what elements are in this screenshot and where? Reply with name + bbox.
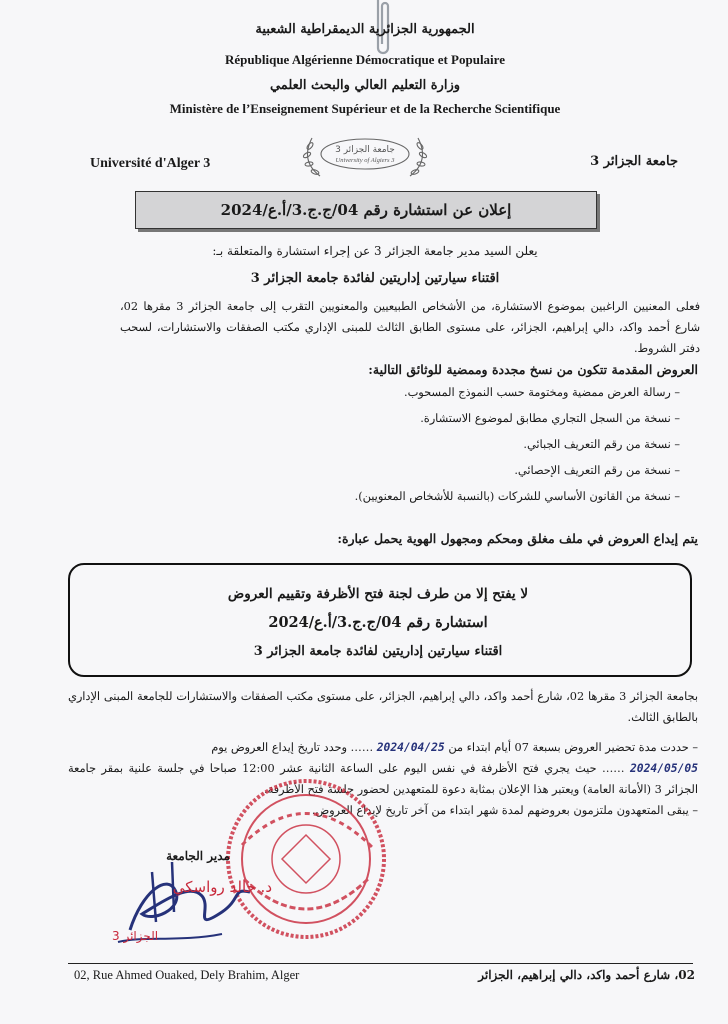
handwritten-signature bbox=[72, 852, 312, 952]
logo-text-ar: جامعة الجزائر 3 bbox=[335, 145, 395, 155]
condition-1-part-2: وحدد تاريخ إيداع العروض يوم bbox=[211, 741, 347, 754]
footer-address-ar: 02، شارع أحمد واكد، دالي إبراهيم، الجزائر bbox=[478, 968, 695, 982]
republic-ar: الجمهورية الجزائرية الديمقراطية الشعبية bbox=[255, 22, 475, 37]
handwritten-start-date: 2024/04/25 bbox=[376, 741, 445, 754]
condition-1-part-1: حددت مدة تحضير العروض بسبعة 07 أيام ابتداء من bbox=[448, 741, 689, 754]
list-item: – نسخة من رقم التعريف الجبائي. bbox=[160, 432, 680, 458]
handwritten-deposit-date: 2024/05/05 bbox=[629, 762, 698, 775]
signature-title: مدير الجامعة bbox=[166, 849, 230, 863]
condition-3: – يبقى المتعهدون ملتزمون بعروضهم لمدة شهر ابتداء من آخر تاريخ لإيداع العروض. bbox=[311, 804, 698, 817]
documents-heading: العروض المقدمة تتكون من نسخ مجددة وممضية للوثائق التالية: bbox=[368, 362, 698, 377]
university-name-ar: جامعة الجزائر 3 bbox=[590, 154, 678, 169]
condition-1: – حددت مدة تحضير العروض بسبعة 07 أيام ابتداء من 2024/04/25 …… وحدد تاريخ إيداع العروض يوم bbox=[211, 741, 698, 754]
signatory-name: د. خالد رواسكي bbox=[172, 878, 272, 896]
signatory-unit: الجزائر 3 bbox=[112, 929, 159, 943]
subject-text: اقتناء سيارتين إداريتين لفائدة جامعة الجزائر 3 bbox=[250, 271, 500, 286]
footer-divider bbox=[68, 963, 693, 964]
logo-text-en: University of Algiers 3 bbox=[335, 157, 395, 164]
ministry-ar: وزارة التعليم العالي والبحث العلمي bbox=[269, 78, 461, 93]
ministry-fr: Ministère de l’Enseignement Supérieur et de la Recherche Scientifique bbox=[169, 101, 561, 116]
intro-text: يعلن السيد مدير جامعة الجزائر 3 عن إجراء استشارة والمتعلقة بـ: bbox=[212, 244, 538, 258]
box-line-3: اقتناء سيارتين إداريتين لفائدة جامعة الجزائر 3 bbox=[253, 644, 503, 659]
footer-address-fr: 02, Rue Ahmed Ouaked, Dely Brahim, Alger bbox=[74, 968, 300, 982]
condition-3-text: يبقى المتعهدون ملتزمون بعروضهم لمدة شهر ابتداء من آخر تاريخ لإيداع العروض. bbox=[311, 804, 689, 817]
university-name-fr: Université d'Alger 3 bbox=[90, 156, 211, 171]
list-item: – نسخة من رقم التعريف الإحصائي. bbox=[160, 458, 680, 484]
paragraph-2: بجامعة الجزائر 3 مقرها 02، شارع أحمد واكد، دالي إبراهيم، الجزائر، على مستوى مكتب الصفقات والاستشارات للجامعة المبنى الإداري بالطابق الثالث. bbox=[68, 690, 698, 724]
list-item: – نسخة من السجل التجاري مطابق لموضوع الاستشارة. bbox=[160, 406, 680, 432]
box-line-2: استشارة رقم 04/ج.ج.3/أ.ع/2024 bbox=[268, 614, 488, 631]
university-logo bbox=[290, 126, 440, 188]
announcement-title: إعلان عن استشارة رقم 04/ج.ج.3/أ.ع/2024 bbox=[135, 191, 597, 229]
paragraph-1: فعلى المعنيين الراغبين بموضوع الاستشارة، من الأشخاص الطبيعيين والمعنويين التقرب إلى جامعة الجزائر 3 مقرها 02، شارع أحمد واكد، دالي إبراهيم، الجزائر، على مستوى الطابق الثالث للمبنى الإداري مكتب الصفقات والاستشارات، لسحب دفتر الشروط. bbox=[120, 300, 700, 355]
condition-2: 2024/05/05 …… حيث يجري فتح الأظرفة في نفس اليوم على الساعة الثانية عشر 12:00 صباحا في جلسة علنية بمقر جامعة الجزائر 3 (الأمانة العامة) ويعتبر هذا الإعلان بمثابة دعوة للمتعهدين لحضور جلسة فتح الأظرفة. bbox=[68, 762, 698, 796]
list-item: – نسخة من القانون الأساسي للشركات (بالنسبة للأشخاص المعنويين). bbox=[160, 484, 680, 510]
box-line-1: لا يفتح إلا من طرف لجنة فتح الأظرفة وتقييم العروض bbox=[227, 586, 529, 602]
list-item: – رسالة العرض ممضية ومختومة حسب النموذج المسحوب. bbox=[160, 380, 680, 406]
documents-list bbox=[160, 380, 680, 510]
condition-2-text: حيث يجري فتح الأظرفة في نفس اليوم على الساعة الثانية عشر 12:00 صباحا في جلسة علنية بمقر جامعة الجزائر 3 (الأمانة العامة) ويعتبر هذا الإعلان بمثابة دعوة للمتعهدين لحضور جلسة فتح الأظرفة. bbox=[68, 762, 698, 796]
republic-fr: République Algérienne Démocratique et Populaire bbox=[225, 52, 505, 67]
deposit-heading: يتم إيداع العروض في ملف مغلق ومحكم ومجهول الهوية يحمل عبارة: bbox=[337, 531, 698, 546]
